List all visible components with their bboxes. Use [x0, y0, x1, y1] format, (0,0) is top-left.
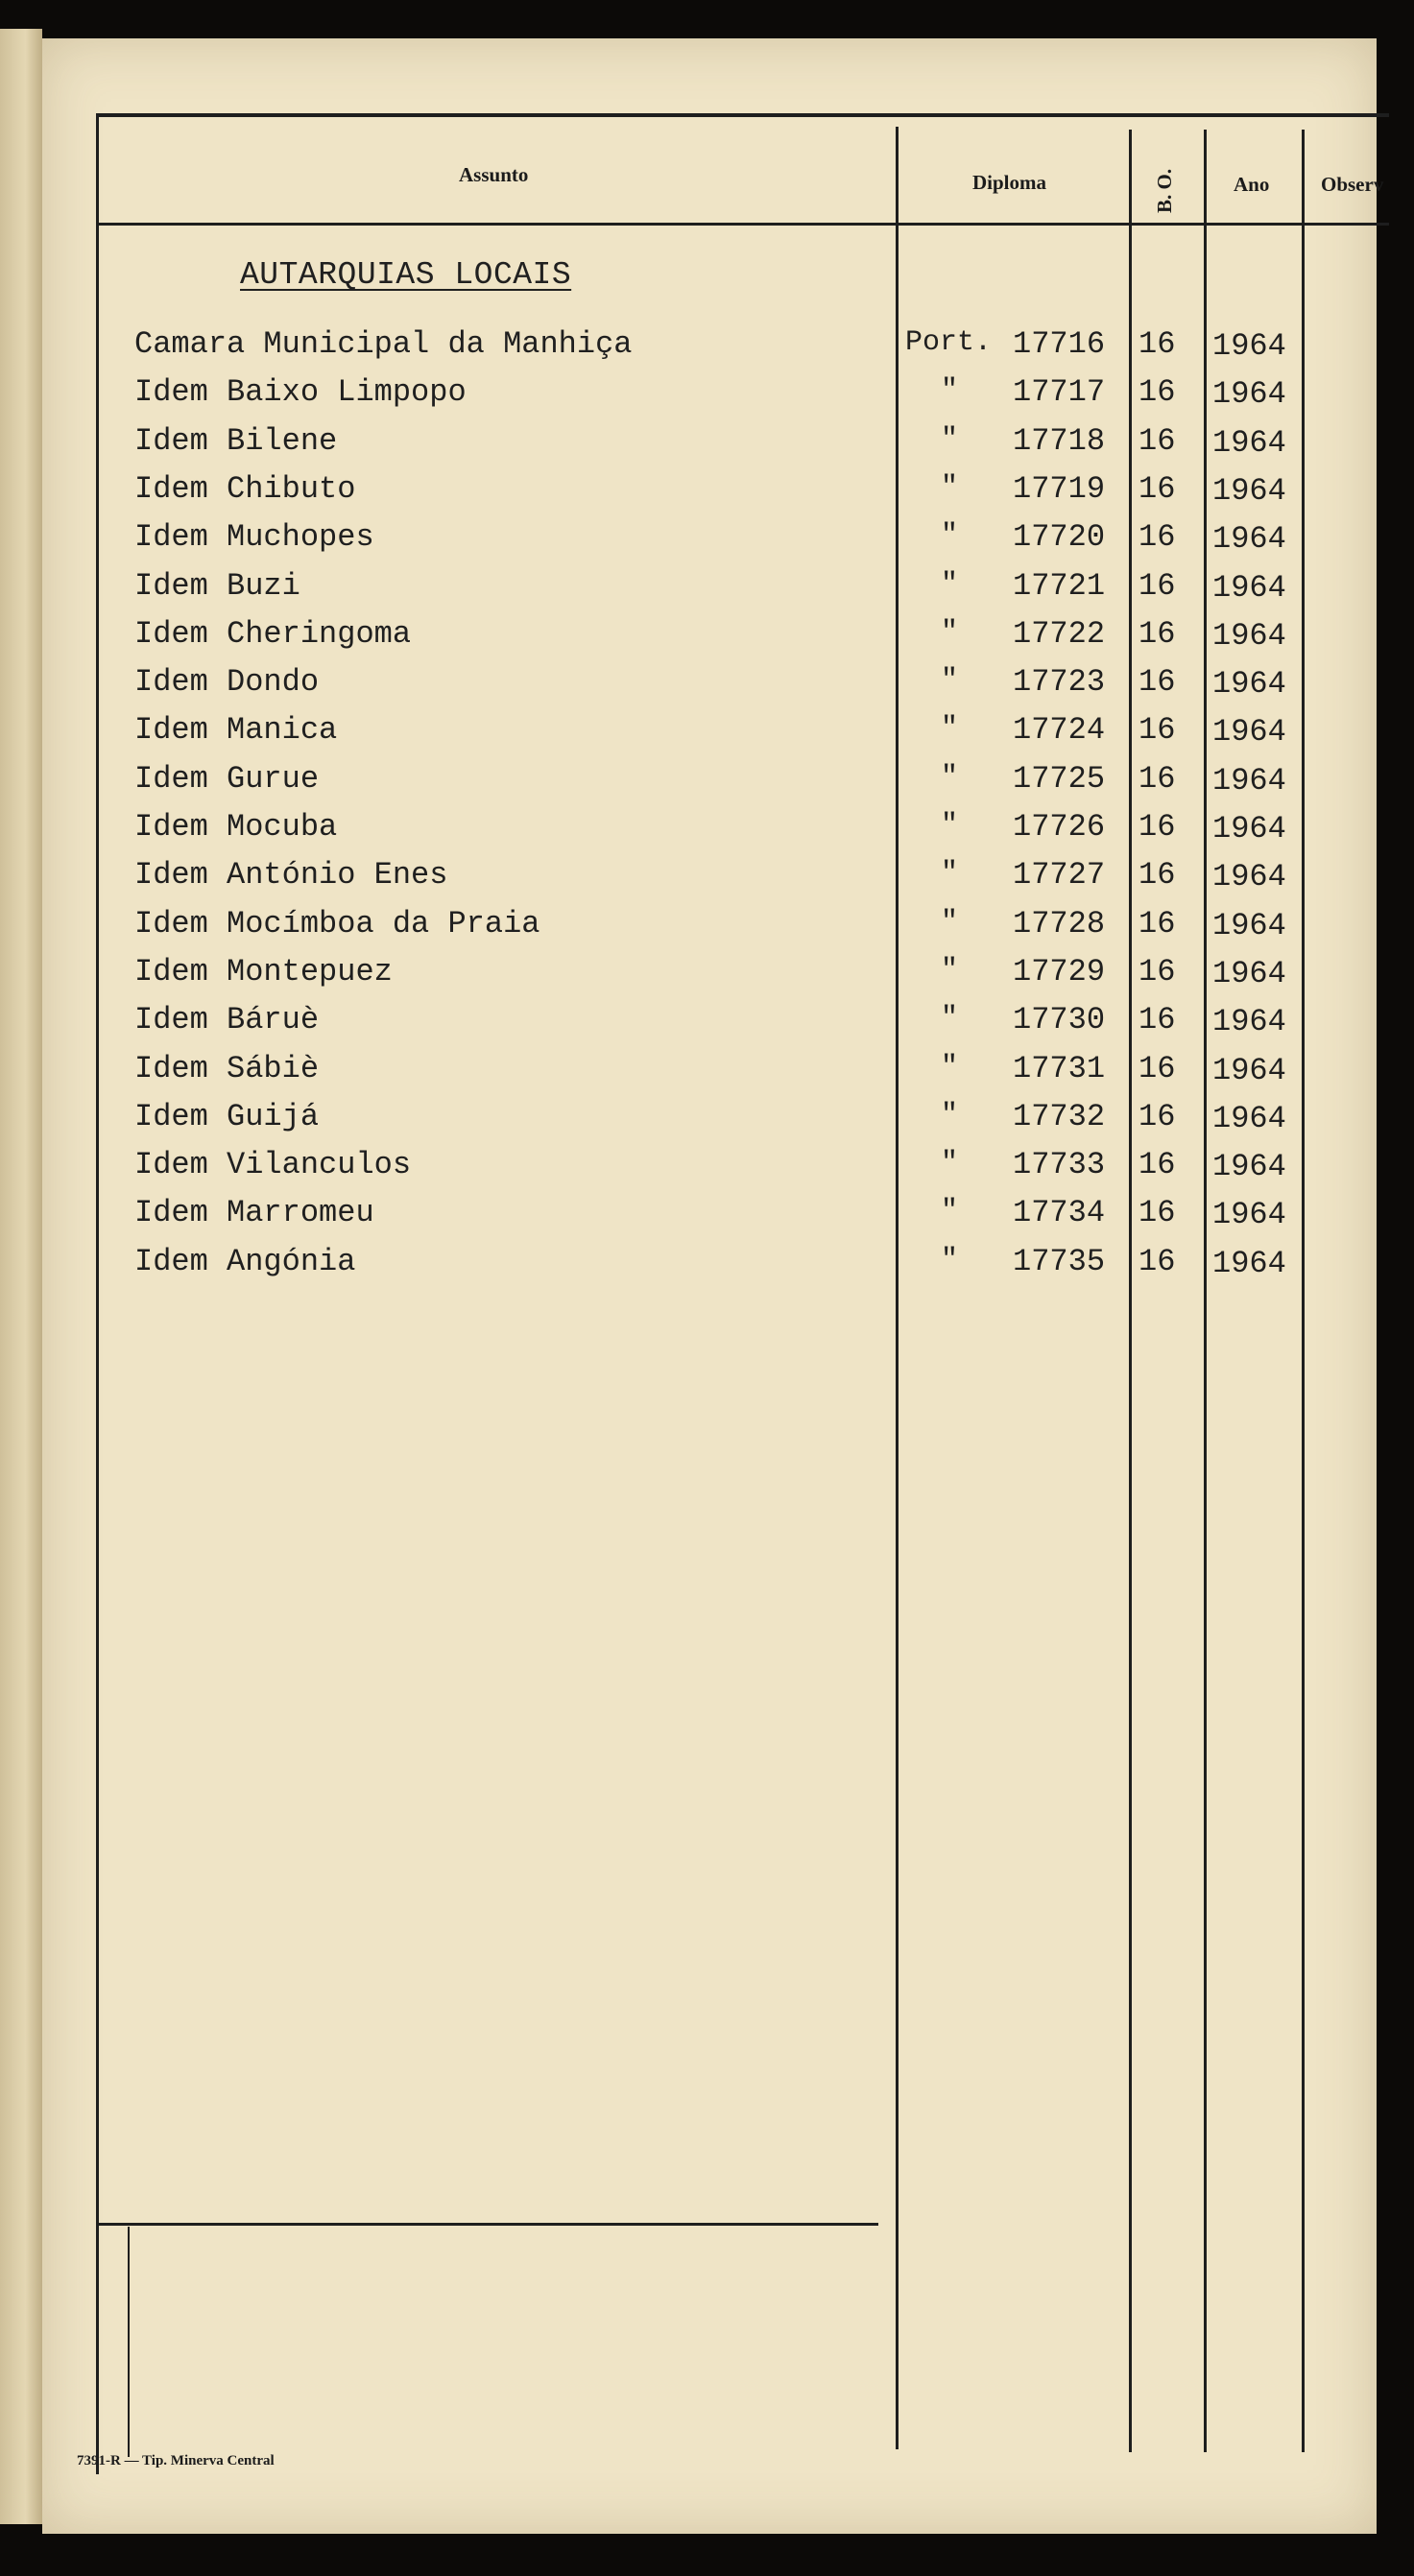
- bo-cell: 16: [1138, 1098, 1176, 1134]
- year-cell: 1964: [1212, 376, 1286, 413]
- year-cell: 1964: [1212, 762, 1286, 799]
- diploma-number-cell: 17731: [1013, 1050, 1106, 1086]
- subject-cell: Idem Baixo Limpopo: [134, 374, 467, 411]
- diploma-type-cell: Port.: [905, 326, 993, 359]
- year-cell: 1964: [1212, 328, 1286, 364]
- diploma-number-cell: 17729: [1013, 953, 1106, 990]
- diploma-type-cell: ": [941, 1195, 959, 1228]
- table-row: [0, 374, 1414, 422]
- year-cell: 1964: [1212, 811, 1286, 847]
- bo-cell: 16: [1138, 664, 1176, 701]
- diploma-number-cell: 17716: [1013, 326, 1106, 362]
- bo-cell: 16: [1138, 905, 1176, 942]
- subject-cell: Idem Muchopes: [134, 519, 374, 556]
- bo-cell: 16: [1138, 760, 1176, 797]
- printer-footer: 7391-R — Tip. Minerva Central: [77, 2453, 275, 2469]
- diploma-type-cell: ": [941, 664, 959, 698]
- section-title: AUTARQUIAS LOCAIS: [240, 257, 572, 293]
- table-row: [0, 664, 1414, 712]
- table-row: [0, 519, 1414, 567]
- subject-cell: Idem Dondo: [134, 664, 320, 701]
- subject-cell: Camara Municipal da Manhiça: [134, 326, 633, 362]
- header-observacoes: Observ: [1321, 173, 1384, 196]
- year-cell: 1964: [1212, 617, 1286, 654]
- bo-cell: 16: [1138, 326, 1176, 362]
- bo-cell: 16: [1138, 953, 1176, 990]
- bo-cell: 16: [1138, 809, 1176, 845]
- diploma-number-cell: 17724: [1013, 712, 1106, 749]
- table-row: [0, 1147, 1414, 1195]
- diploma-number-cell: 17734: [1013, 1195, 1106, 1231]
- subject-cell: Idem Chibuto: [134, 470, 356, 507]
- table-row: [0, 1002, 1414, 1050]
- table-top-rule: [96, 113, 1389, 117]
- table-row: [0, 761, 1414, 809]
- diploma-number-cell: 17727: [1013, 857, 1106, 894]
- subject-cell: Idem Bilene: [134, 422, 338, 459]
- diploma-type-cell: ": [941, 857, 959, 891]
- year-cell: 1964: [1212, 1052, 1286, 1088]
- diploma-type-cell: ": [941, 809, 959, 842]
- diploma-type-cell: ": [941, 615, 959, 649]
- diploma-type-cell: ": [941, 1147, 959, 1181]
- header-bo: B. O.: [1153, 168, 1176, 213]
- year-cell: 1964: [1212, 1149, 1286, 1185]
- diploma-number-cell: 17720: [1013, 519, 1106, 556]
- diploma-type-cell: ": [941, 1098, 959, 1132]
- year-cell: 1964: [1212, 569, 1286, 606]
- table-row: [0, 906, 1414, 954]
- subject-cell: Idem Gurue: [134, 760, 320, 797]
- diploma-number-cell: 17719: [1013, 470, 1106, 507]
- diploma-number-cell: 17728: [1013, 905, 1106, 942]
- header-diploma: Diploma: [972, 171, 1047, 194]
- bo-cell: 16: [1138, 422, 1176, 459]
- year-cell: 1964: [1212, 714, 1286, 751]
- bo-cell: 16: [1138, 615, 1176, 652]
- subject-cell: Idem Buzi: [134, 567, 300, 604]
- bo-cell: 16: [1138, 567, 1176, 604]
- bo-cell: 16: [1138, 1002, 1176, 1038]
- table-row: [0, 1051, 1414, 1099]
- year-cell: 1964: [1212, 1197, 1286, 1233]
- table-row: [0, 954, 1414, 1002]
- subject-cell: Idem Guijá: [134, 1098, 320, 1134]
- subject-cell: Idem Mocímboa da Praia: [134, 905, 540, 942]
- table-row: [0, 423, 1414, 471]
- table-row: [0, 326, 1414, 374]
- year-cell: 1964: [1212, 859, 1286, 895]
- diploma-type-cell: ": [941, 1243, 959, 1276]
- diploma-number-cell: 17718: [1013, 422, 1106, 459]
- year-cell: 1964: [1212, 521, 1286, 558]
- year-cell: 1964: [1212, 955, 1286, 991]
- diploma-type-cell: ": [941, 712, 959, 746]
- table-row: [0, 616, 1414, 664]
- subject-cell: Idem António Enes: [134, 857, 448, 894]
- diploma-number-cell: 17722: [1013, 615, 1106, 652]
- diploma-type-cell: ": [941, 1002, 959, 1036]
- diploma-type-cell: ": [941, 519, 959, 553]
- bo-cell: 16: [1138, 1195, 1176, 1231]
- diploma-number-cell: 17723: [1013, 664, 1106, 701]
- diploma-type-cell: ": [941, 470, 959, 504]
- bottom-inner-rule: [128, 2227, 130, 2457]
- subject-cell: Idem Cheringoma: [134, 615, 412, 652]
- diploma-type-cell: ": [941, 760, 959, 794]
- bottom-section-rule: [96, 2223, 878, 2226]
- diploma-type-cell: ": [941, 905, 959, 939]
- subject-cell: Idem Báruè: [134, 1002, 320, 1038]
- subject-cell: Idem Mocuba: [134, 809, 338, 845]
- table-row: [0, 712, 1414, 760]
- year-cell: 1964: [1212, 424, 1286, 461]
- header-bottom-rule: [96, 223, 1389, 226]
- bo-cell: 16: [1138, 1050, 1176, 1086]
- bo-cell: 16: [1138, 1243, 1176, 1279]
- diploma-type-cell: ": [941, 374, 959, 408]
- subject-cell: Idem Sábiè: [134, 1050, 320, 1086]
- table-row: [0, 809, 1414, 857]
- bo-cell: 16: [1138, 470, 1176, 507]
- table-row: [0, 1099, 1414, 1147]
- year-cell: 1964: [1212, 1004, 1286, 1040]
- diploma-number-cell: 17725: [1013, 760, 1106, 797]
- header-ano: Ano: [1234, 173, 1270, 196]
- bo-cell: 16: [1138, 1147, 1176, 1183]
- diploma-number-cell: 17730: [1013, 1002, 1106, 1038]
- year-cell: 1964: [1212, 666, 1286, 703]
- table-row: [0, 1244, 1414, 1292]
- subject-cell: Idem Montepuez: [134, 953, 393, 990]
- bo-cell: 16: [1138, 857, 1176, 894]
- diploma-number-cell: 17735: [1013, 1243, 1106, 1279]
- header-assunto: Assunto: [459, 163, 529, 186]
- year-cell: 1964: [1212, 472, 1286, 509]
- diploma-type-cell: ": [941, 567, 959, 601]
- year-cell: 1964: [1212, 1245, 1286, 1281]
- diploma-type-cell: ": [941, 1050, 959, 1084]
- subject-cell: Idem Manica: [134, 712, 338, 749]
- table-row: [0, 1195, 1414, 1243]
- diploma-type-cell: ": [941, 422, 959, 456]
- year-cell: 1964: [1212, 907, 1286, 943]
- table-row: [0, 568, 1414, 616]
- bo-cell: 16: [1138, 712, 1176, 749]
- diploma-number-cell: 17717: [1013, 374, 1106, 411]
- bo-cell: 16: [1138, 374, 1176, 411]
- diploma-number-cell: 17732: [1013, 1098, 1106, 1134]
- subject-cell: Idem Angónia: [134, 1243, 356, 1279]
- diploma-type-cell: ": [941, 953, 959, 987]
- diploma-number-cell: 17733: [1013, 1147, 1106, 1183]
- table-row: [0, 471, 1414, 519]
- diploma-number-cell: 17721: [1013, 567, 1106, 604]
- table-row: [0, 857, 1414, 905]
- year-cell: 1964: [1212, 1100, 1286, 1136]
- diploma-number-cell: 17726: [1013, 809, 1106, 845]
- subject-cell: Idem Marromeu: [134, 1195, 374, 1231]
- subject-cell: Idem Vilanculos: [134, 1147, 412, 1183]
- bo-cell: 16: [1138, 519, 1176, 556]
